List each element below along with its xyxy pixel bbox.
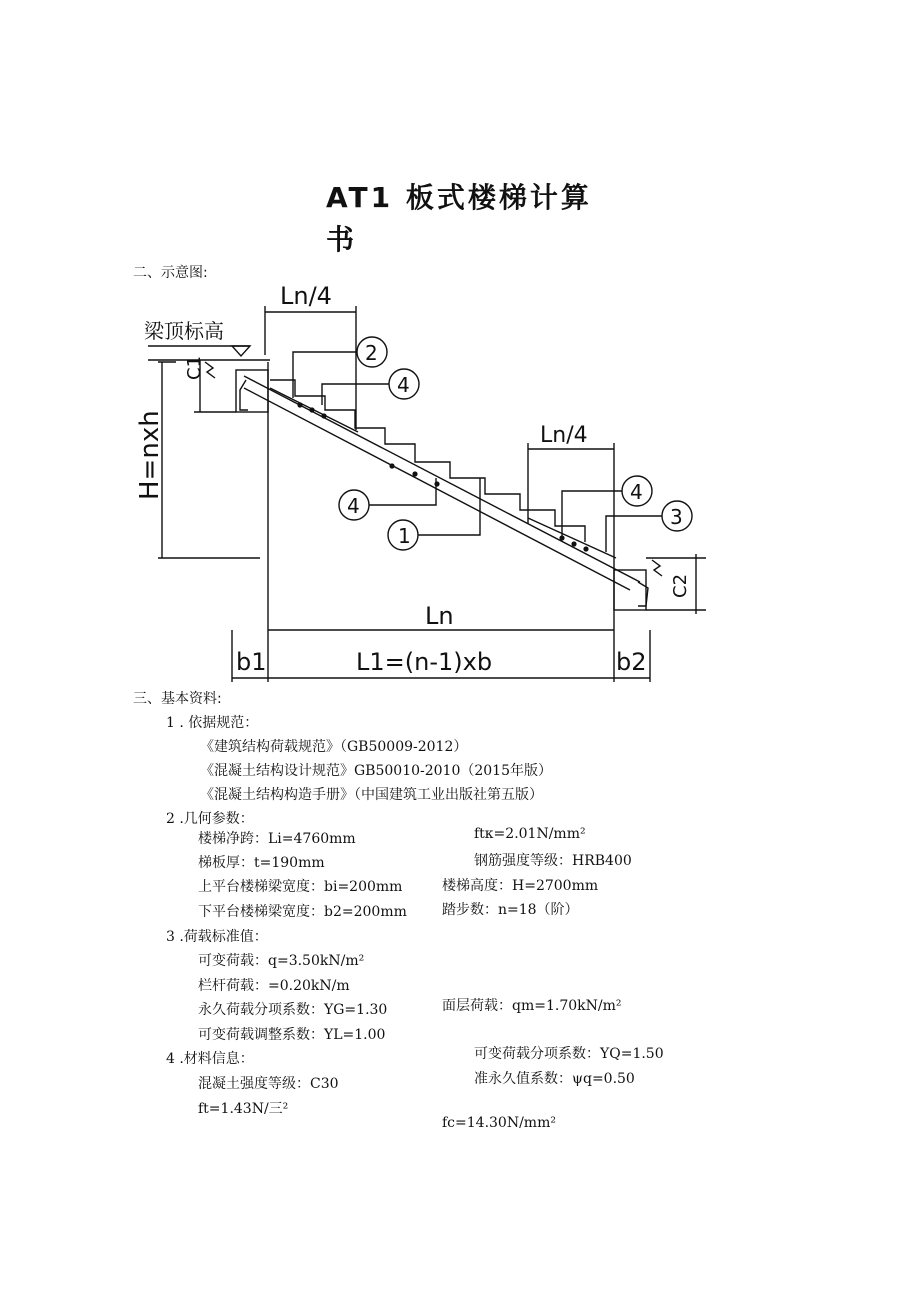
label-h: H=nxh	[135, 410, 165, 500]
param-steps: 踏步数：n=18（阶）	[442, 902, 579, 918]
label-beam-top-elevation: 梁顶标高	[144, 319, 224, 343]
item1-heading: 1 . 依据规范：	[166, 715, 259, 731]
section-heading-basic-data: 三、基本资料:	[133, 691, 222, 707]
load-live: 可变荷载：q=3.50kN/m²	[198, 953, 365, 969]
item4-heading: 4 .材料信息：	[166, 1051, 254, 1067]
param-lower-beam: 下平台楼梯梁宽度：b2=200mm	[198, 904, 407, 920]
param-thickness: 梯板厚：t=190mm	[198, 855, 325, 871]
code-ref-concrete: 《混凝土结构设计规范》GB50010-2010（2015年版）	[200, 763, 552, 779]
document-title-continued: 书	[326, 223, 358, 256]
stair-slab-top	[244, 376, 640, 582]
param-rebar-grade: 钢筋强度等级：HRB400	[474, 853, 632, 869]
code-ref-manual: 《混凝土结构构造手册》（中国建筑工业出版社第五版）	[200, 787, 543, 803]
label-ln4-right: Ln/4	[540, 423, 588, 448]
callout-label-4a: 4	[397, 373, 410, 397]
callout-label-1: 1	[398, 524, 411, 548]
document-title: AT1 板式楼梯计算	[326, 181, 592, 214]
label-b1: b1	[236, 648, 267, 676]
param-height: 楼梯高度：H=2700mm	[442, 878, 599, 894]
load-surface: 面层荷载：qm=1.70kN/m²	[442, 998, 622, 1014]
upper-beam	[236, 370, 268, 412]
factor-gamma-l: 可变荷载调整系数：YL=1.00	[198, 1027, 386, 1043]
callout-label-2: 2	[365, 341, 378, 365]
label-ln: Ln	[425, 602, 454, 630]
stair-slab-bottom	[244, 388, 630, 590]
callout-label-4c: 4	[630, 480, 643, 504]
label-l1: L1=(n-1)xb	[356, 648, 493, 676]
param-upper-beam: 上平台楼梯梁宽度：bi=200mm	[198, 879, 403, 895]
code-ref-load: 《建筑结构荷载规范》（GB50009-2012）	[200, 739, 468, 755]
section-heading-diagram: 二、示意图:	[133, 265, 208, 281]
callout-label-4b: 4	[347, 494, 360, 518]
param-ftk: ftκ=2.01N/mm²	[474, 826, 586, 842]
material-concrete-grade: 混凝土强度等级：C30	[198, 1076, 339, 1092]
label-c2: C2	[670, 573, 691, 598]
item2-heading: 2 .几何参数：	[166, 811, 254, 827]
elevation-triangle	[232, 346, 250, 356]
material-ft: ft=1.43N/三²	[198, 1101, 289, 1117]
label-c1: C1	[184, 355, 205, 380]
item3-heading: 3 .荷载标准值：	[166, 929, 268, 945]
label-ln4-top: Ln/4	[280, 282, 332, 310]
factor-gamma-q: 可变荷载分项系数：YQ=1.50	[474, 1046, 664, 1062]
factor-psi-q: 准永久值系数：ψq=0.50	[474, 1071, 635, 1087]
label-b2: b2	[616, 648, 647, 676]
callout-label-3: 3	[670, 505, 683, 529]
factor-gamma-g: 永久荷载分项系数：YG=1.30	[198, 1002, 388, 1018]
load-railing: 栏杆荷载：=0.20kN/m	[198, 978, 350, 994]
material-fc: fc=14.30N/mm²	[442, 1115, 556, 1131]
param-span: 楼梯净跨：Li=4760mm	[198, 831, 356, 847]
